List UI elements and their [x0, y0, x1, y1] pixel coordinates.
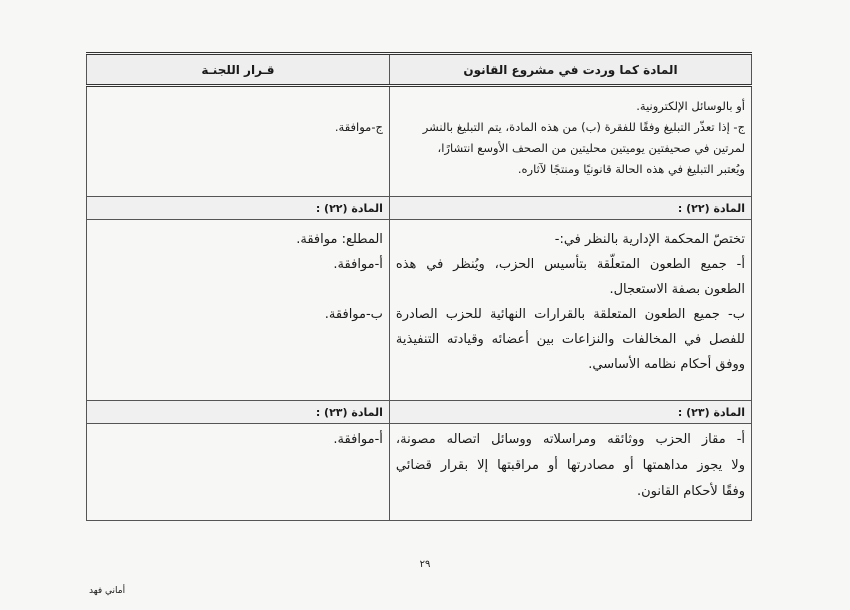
law-line: ج- إذا تعذّر التبليغ وفقًا للفقرة (ب) من هذه المادة، يتم التبليغ بالنشر	[422, 120, 745, 134]
law-line: ولا يجوز مداهمتها أو مصادرتها أو مراقبتها إلا بقرار قضائي	[395, 458, 745, 473]
continuation-row	[87, 86, 752, 197]
article-22-heading-decision: المادة (٢٢) :	[87, 197, 390, 220]
header-law-text: المادة كما وردت في مشروع القانون	[389, 54, 751, 86]
law-line: الطعون بصفة الاستعجال.	[609, 282, 745, 297]
article-23-heading-law: المادة (٢٣) :	[389, 401, 751, 424]
law-line: لمرتين في صحيفتين يوميتين محليتين من الصحف الأوسع انتشارًا،	[437, 141, 745, 155]
article-23-heading-decision: المادة (٢٣) :	[87, 401, 390, 424]
law-line: للفصل في المخالفات والنزاعات بين أعضائه وقيادته التنفيذية	[395, 332, 745, 347]
article-23-heading-row	[87, 401, 752, 424]
law-line: أ- جميع الطعون المتعلّقة بتأسيس الحزب، ويُنظر في هذه	[395, 257, 745, 272]
law-line: وفقًا لأحكام القانون.	[636, 484, 745, 499]
continuation-law-cell	[389, 86, 751, 197]
law-line: ويُعتبر التبليغ في هذه الحالة قانونيًا ومنتجًا لآثاره.	[517, 162, 745, 176]
decision-line	[93, 277, 383, 302]
legislation-table	[86, 52, 752, 521]
article-22-heading-row	[87, 197, 752, 220]
table-header-row	[87, 54, 752, 86]
decision-line: ب-موافقة.	[324, 307, 383, 322]
law-line: ووفق أحكام نظامه الأساسي.	[588, 357, 745, 372]
decision-line: ج-موافقة.	[334, 120, 383, 134]
article-23-law-cell	[389, 424, 751, 521]
article-22-heading-law: المادة (٢٢) :	[389, 197, 751, 220]
law-line: أ- مقاز الحزب ووثائقه ومراسلاته ووسائل اتصاله مصونة،	[395, 432, 745, 447]
article-23-decision-cell	[87, 424, 390, 521]
law-line: تختصّ المحكمة الإدارية بالنظر في:-	[554, 232, 745, 247]
article-22-row	[87, 220, 752, 401]
law-line: أو بالوسائل الإلكترونية.	[636, 99, 745, 113]
decision-line: أ-موافقة.	[333, 257, 383, 272]
article-23-row	[87, 424, 752, 521]
law-line: ب- جميع الطعون المتعلقة بالقرارات النهائية للحزب الصادرة	[395, 307, 745, 322]
article-22-law-cell	[389, 220, 751, 401]
decision-line	[93, 96, 383, 117]
decision-line: المطلع: موافقة.	[296, 232, 383, 247]
continuation-decision-cell	[87, 86, 390, 197]
page-number: ٢٩	[419, 559, 431, 570]
header-committee-decision: قـرار اللجنـة	[87, 54, 390, 86]
author-signature: أماني فهد	[89, 586, 126, 596]
article-22-decision-cell	[87, 220, 390, 401]
decision-line: أ-موافقة.	[333, 432, 383, 447]
